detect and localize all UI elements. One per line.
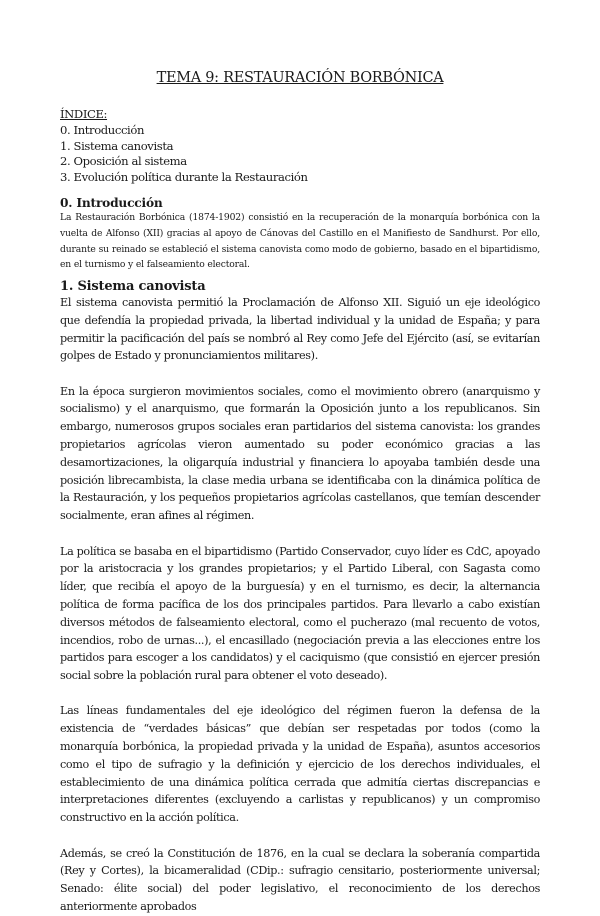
- section-introduccion: [60, 196, 540, 273]
- index-item: 2. Oposición al sistema: [60, 154, 187, 169]
- index-item: 0. Introducción: [60, 122, 145, 137]
- paragraph: El sistema canovista permitió la Proclamación de Alfonso XII. Siguió un eje ideológico que defendía la propiedad privada, la libertad individual y la unidad de España; y para permitir la pacificación del país se nombró al Rey como Jefe del Ejército (así, se evitarían golpes de Estado y pronunciamientos militares).: [60, 296, 540, 363]
- section-heading: 1. Sistema canovista: [60, 279, 206, 294]
- paragraph: La política se basaba en el bipartidismo (Partido Conservador, cuyo líder es CdC, apoyado por la aristocracia y los grandes propietarios; y el Partido Liberal, con Sagasta como líder, que recibía el apoyo de la burguesía) y en el turnismo, es decir, la alternancia política de forma pacífica de los dos principales partidos. Para llevarlo a cabo existían diversos métodos de falseamiento electoral, como el pucherazo (mal recuento de votos, incendios, robo de urnas...), el encasillado (negociación previa a las elecciones entre los partidos para escoger a los candidatos) y el caciquismo (que consistió en ejercer presión social sobre la población rural para obtener el voto deseado).: [60, 544, 540, 683]
- index-item: 3. Evolución política durante la Restauración: [60, 170, 308, 185]
- index-item: 1. Sistema canovista: [60, 138, 174, 153]
- paragraph: La Restauración Borbónica (1874-1902) consistió en la recuperación de la monarquía borbónica con la vuelta de Alfonso (XII) gracias al apoyo de Cánovas del Castillo en el Manifiesto de Sandhurst. Por ello, durante su reinado se estableció el sistema canovista como modo de gobierno, basado en el bipartidismo, en el turnismo y el falseamiento electoral.: [60, 212, 540, 271]
- index-heading: ÍNDICE:: [60, 107, 108, 121]
- paragraph: En la época surgieron movimientos sociales, como el movimiento obrero (anarquismo y socialismo) y el anarquismo, que formarán la Oposición junto a los republicanos. Sin embargo, numerosos grupos sociales eran partidarios del sistema canovista: los grandes propietarios agrícolas vieron aumentado su poder económico gracias a las desamortizaciones, la oligarquía industrial y financiera lo apoyaba también desde una posición librecambista, la clase media urbana se identificaba con la dinámica política de la Restauración, y los pequeños propietarios agrícolas castellanos, que temían descender socialmente, eran afines al régimen.: [60, 384, 540, 523]
- document-title: TEMA 9: RESTAURACIÓN BORBÓNICA: [156, 70, 444, 86]
- index: [60, 107, 308, 186]
- paragraph: Las líneas fundamentales del eje ideológico del régimen fueron la defensa de la existencia de “verdades básicas” que debían ser respetadas por todos (como la monarquía borbónica, la propiedad privada y la unidad de España), asuntos accesorios como el tipo de sufragio y la definición y ejercicio de los derechos individuales, el establecimiento de una dinámica política cerrada que admitía ciertas discrepancias e interpretaciones diferentes (excluyendo a carlistas y republicanos) y un compromiso constructivo en la acción política.: [60, 704, 540, 825]
- paragraph: Además, se creó la Constitución de 1876, en la cual se declara la soberanía compartida (Rey y Cortes), la bicameralidad (CDip.: sufragio censitario, posteriormente universal; Senado: élite social) del poder legislativo, el reconocimiento de los derechos anteriormente aprobados: [60, 846, 540, 913]
- section-sistema-canovista: [60, 279, 540, 916]
- section-heading: 0. Introducción: [60, 196, 163, 210]
